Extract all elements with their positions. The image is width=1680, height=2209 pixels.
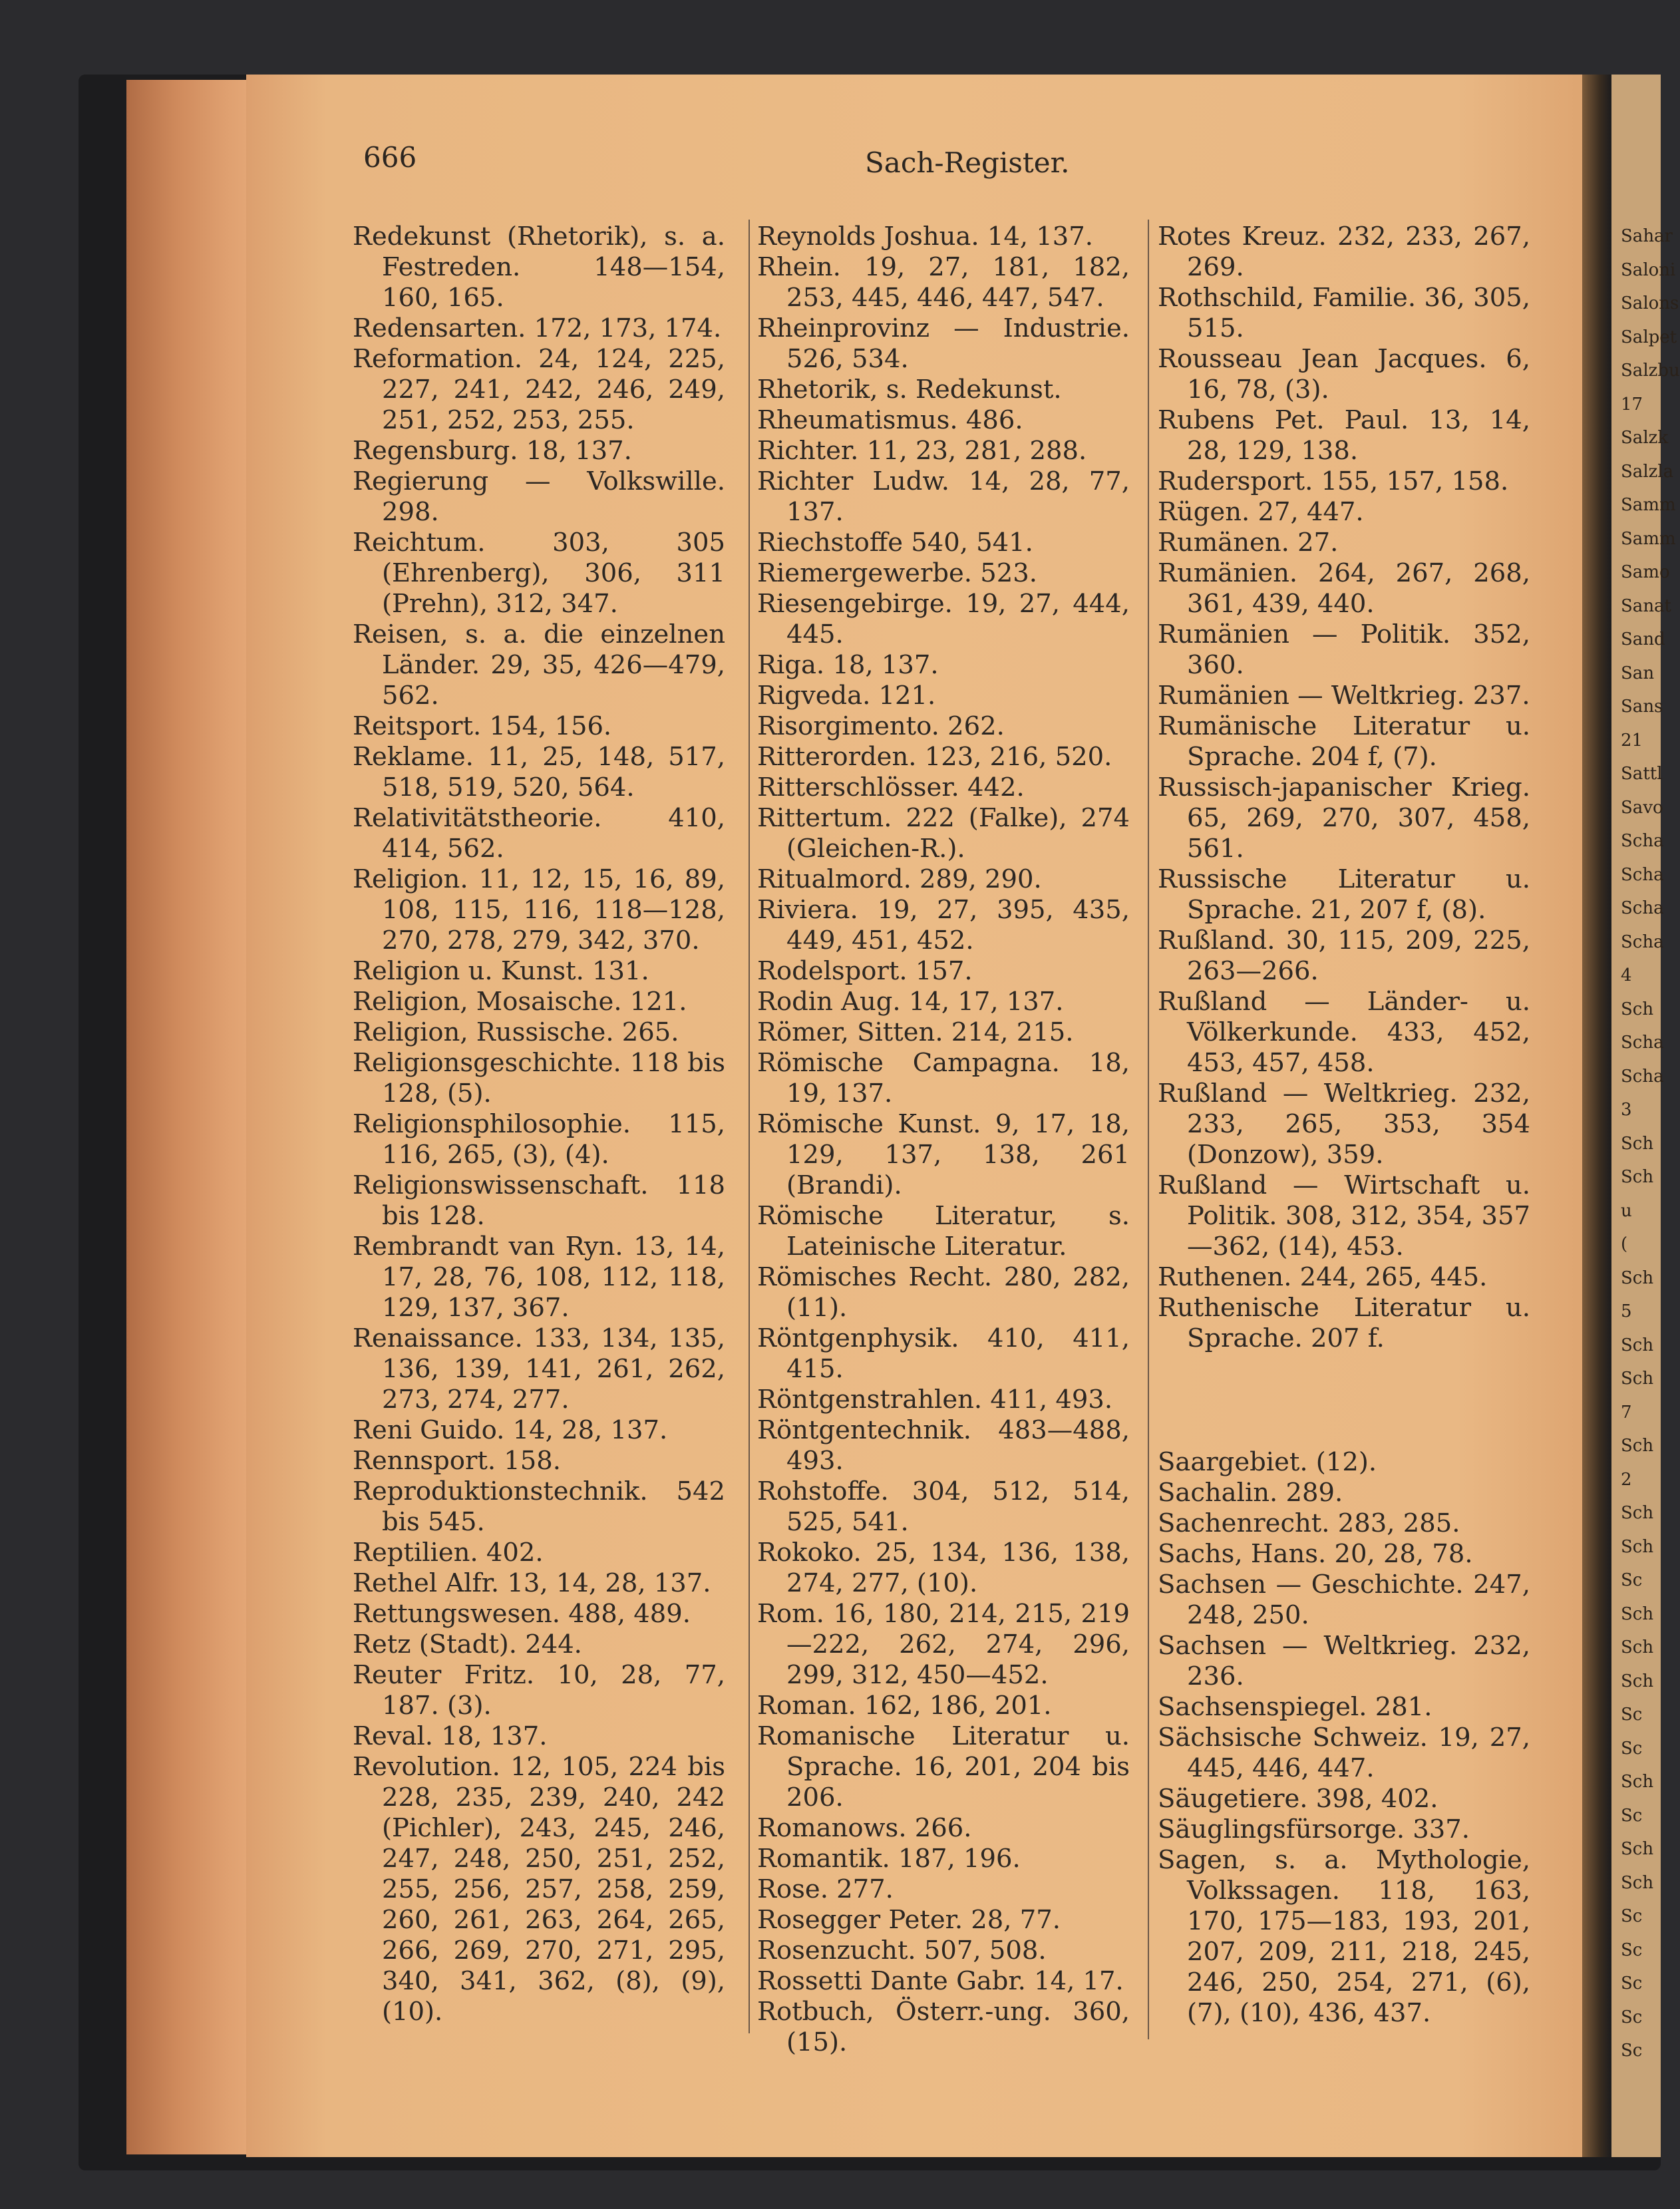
index-entry: Religion u. Kunst. 131. bbox=[353, 956, 649, 986]
index-entry: Röntgenphysik. 410, 411, 415. bbox=[757, 1323, 1130, 1384]
next-page-fragment: Samm bbox=[1621, 495, 1676, 515]
index-entry: Regierung — Volkswille. 298. bbox=[353, 466, 725, 527]
index-entry: Romantik. 187, 196. bbox=[757, 1844, 1021, 1874]
index-entry: Reynolds Joshua. 14, 137. bbox=[757, 222, 1094, 252]
index-entry: Rittertum. 222 (Falke), 274 (Gleichen-R.). bbox=[757, 803, 1130, 864]
index-entry: Säuglingsfürsorge. 337. bbox=[1158, 1814, 1470, 1844]
index-entry: Sachsen — Geschichte. 247, 248, 250. bbox=[1158, 1570, 1530, 1630]
index-entry: Rennsport. 158. bbox=[353, 1446, 562, 1476]
index-column-2 bbox=[757, 222, 1130, 2058]
index-entry: Sachs, Hans. 20, 28, 78. bbox=[1158, 1539, 1473, 1569]
letter-gap bbox=[1158, 1354, 1530, 1447]
index-entry: Röntgenstrahlen. 411, 493. bbox=[757, 1385, 1113, 1415]
running-title: Sach-Register. bbox=[865, 146, 1070, 179]
index-entry: Reni Guido. 14, 28, 137. bbox=[353, 1415, 668, 1445]
index-entry: Rumänische Literatur u. Sprache. 204 f, (7). bbox=[1158, 711, 1530, 772]
column-divider bbox=[1148, 220, 1149, 2039]
next-page-fragment: Sch bbox=[1621, 1671, 1654, 1691]
next-page-fragment: Sch bbox=[1621, 1604, 1654, 1624]
index-entry: Rokoko. 25, 134, 136, 138, 274, 277, (10). bbox=[757, 1538, 1130, 1598]
index-entry: Reichtum. 303, 305 (Ehrenberg), 306, 311 (Prehn), 312, 347. bbox=[353, 528, 725, 619]
index-entry: Rothschild, Familie. 36, 305, 515. bbox=[1158, 283, 1530, 343]
index-entry: Ruthenische Literatur u. Sprache. 207 f. bbox=[1158, 1293, 1530, 1353]
next-page-fragment: ( bbox=[1621, 1234, 1628, 1254]
index-entry: Rügen. 27, 447. bbox=[1158, 497, 1364, 527]
index-entry: Religion, Russische. 265. bbox=[353, 1017, 679, 1047]
index-entry: Säugetiere. 398, 402. bbox=[1158, 1784, 1438, 1814]
index-entry: Roman. 162, 186, 201. bbox=[757, 1691, 1052, 1721]
index-entry: Riesengebirge. 19, 27, 444, 445. bbox=[757, 589, 1130, 649]
next-page-fragment: Sahar bbox=[1621, 226, 1673, 246]
next-page-fragment: Sc bbox=[1621, 2007, 1643, 2027]
next-page-fragment: Sans bbox=[1621, 697, 1663, 717]
next-page-fragment: Sch bbox=[1621, 1268, 1654, 1288]
index-entry: Sachsenspiegel. 281. bbox=[1158, 1692, 1432, 1722]
next-page-fragment: 4 bbox=[1621, 965, 1632, 985]
index-entry: Reptilien. 402. bbox=[353, 1538, 544, 1568]
page-header bbox=[0, 141, 1661, 181]
index-entry: Rußland. 30, 115, 209, 225, 263—266. bbox=[1158, 926, 1530, 986]
next-page-fragment: Scha bbox=[1621, 864, 1664, 885]
index-entry: Rom. 16, 180, 214, 215, 219—222, 262, 274, 296, 299, 312, 450—452. bbox=[757, 1599, 1130, 1690]
index-entry: Rußland — Weltkrieg. 232, 233, 265, 353, 354 (Donzow), 359. bbox=[1158, 1079, 1530, 1170]
next-page-fragment: Scha bbox=[1621, 1066, 1664, 1087]
next-page-fragment: Sch bbox=[1621, 1772, 1654, 1792]
next-page-fragment: Savo bbox=[1621, 797, 1663, 818]
index-entry: Richter Ludw. 14, 28, 77, 137. bbox=[757, 466, 1130, 527]
index-entry: Rodelsport. 157. bbox=[757, 956, 973, 986]
index-entry: Rethel Alfr. 13, 14, 28, 137. bbox=[353, 1568, 711, 1598]
next-page-strip bbox=[1611, 75, 1680, 2157]
index-entry: Risorgimento. 262. bbox=[757, 711, 1005, 741]
next-page-fragment: San bbox=[1621, 663, 1655, 683]
index-entry: Röntgentechnik. 483—488, 493. bbox=[757, 1415, 1130, 1476]
index-entry: Sächsische Schweiz. 19, 27, 445, 446, 447. bbox=[1158, 1723, 1530, 1783]
next-page-fragment: Sch bbox=[1621, 1335, 1654, 1355]
index-entry: Rumänien. 264, 267, 268, 361, 439, 440. bbox=[1158, 558, 1530, 619]
next-page-fragment: Salzk bbox=[1621, 428, 1669, 448]
index-entry: Rumänien — Weltkrieg. 237. bbox=[1158, 681, 1530, 711]
next-page-fragment: Sc bbox=[1621, 2041, 1643, 2061]
next-page-fragment: Saloni bbox=[1621, 259, 1676, 280]
index-entry: Reformation. 24, 124, 225, 227, 241, 242, 246, 249, 251, 252, 253, 255. bbox=[353, 344, 725, 435]
index-entry: Religion, Mosaische. 121. bbox=[353, 987, 687, 1017]
next-page-fragment: Sc bbox=[1621, 1973, 1643, 1993]
index-entry: Römische Campagna. 18, 19, 137. bbox=[757, 1048, 1130, 1108]
next-page-fragment: Scha bbox=[1621, 932, 1664, 952]
index-entry: Rhein. 19, 27, 181, 182, 253, 445, 446, 447, 547. bbox=[757, 252, 1130, 313]
index-column-1 bbox=[353, 222, 725, 2027]
next-page-fragment: Sand bbox=[1621, 629, 1665, 649]
index-entry: Riga. 18, 137. bbox=[757, 650, 939, 680]
index-entry: Reproduktionstechnik. 542 bis 545. bbox=[353, 1476, 725, 1537]
next-page-fragment: Scha bbox=[1621, 831, 1664, 851]
index-entry: Rheinprovinz — Industrie. 526, 534. bbox=[757, 313, 1130, 374]
index-entry: Riviera. 19, 27, 395, 435, 449, 451, 452. bbox=[757, 895, 1130, 955]
index-entry: Ritterorden. 123, 216, 520. bbox=[757, 742, 1112, 772]
next-page-fragment: Sattl bbox=[1621, 764, 1663, 784]
next-page-fragment: Sc bbox=[1621, 1570, 1643, 1590]
index-entry: Rußland — Länder- u. Völkerkunde. 433, 452, 453, 457, 458. bbox=[1158, 987, 1530, 1078]
index-entry: Richter. 11, 23, 281, 288. bbox=[757, 436, 1087, 466]
index-entry: Römische Kunst. 9, 17, 18, 129, 137, 138, 261 (Brandi). bbox=[757, 1109, 1130, 1200]
next-page-fragment: Sch bbox=[1621, 1167, 1654, 1187]
next-page-fragment: Sc bbox=[1621, 1906, 1643, 1926]
index-entry: Riemergewerbe. 523. bbox=[757, 558, 1037, 588]
index-entry: Ruthenen. 244, 265, 445. bbox=[1158, 1262, 1488, 1292]
index-entry: Rumänen. 27. bbox=[1158, 528, 1339, 558]
next-page-fragment: 5 bbox=[1621, 1301, 1632, 1321]
next-page-fragment: Salons bbox=[1621, 293, 1679, 313]
next-page-fragment: Salzbu bbox=[1621, 361, 1680, 381]
next-page-fragment: Sch bbox=[1621, 1503, 1654, 1523]
index-entry: Redekunst (Rhetorik), s. a. Festreden. 148—154, 160, 165. bbox=[353, 222, 725, 313]
next-page-fragment: Sch bbox=[1621, 1872, 1654, 1893]
index-entry: Rudersport. 155, 157, 158. bbox=[1158, 466, 1509, 496]
index-entry: Rubens Pet. Paul. 13, 14, 28, 129, 138. bbox=[1158, 405, 1530, 466]
index-entry: Römische Literatur, s. Lateinische Literatur. bbox=[757, 1201, 1130, 1262]
next-page-fragment: Sc bbox=[1621, 1738, 1643, 1759]
index-entry: Rumänien — Politik. 352, 360. bbox=[1158, 619, 1530, 680]
index-entry: Saargebiet. (12). bbox=[1158, 1447, 1377, 1477]
index-entry: Römisches Recht. 280, 282, (11). bbox=[757, 1262, 1130, 1323]
next-page-fragment: Scha bbox=[1621, 1033, 1664, 1053]
index-entry: Rousseau Jean Jacques. 6, 16, 78, (3). bbox=[1158, 344, 1530, 405]
index-entry: Reuter Fritz. 10, 28, 77, 187. (3). bbox=[353, 1660, 725, 1721]
index-entry: Redensarten. 172, 173, 174. bbox=[353, 313, 722, 343]
index-entry: Romanische Literatur u. Sprache. 16, 201, 204 bis 206. bbox=[757, 1721, 1130, 1812]
index-entry: Sagen, s. a. Mythologie, Volkssagen. 118, 163, 170, 175—183, 193, 201, 207, 209, 211, 218, 245, 246, 250, 254, 271, (6), (7), (10), 436, 437. bbox=[1158, 1845, 1530, 2028]
index-entry: Relativitätstheorie. 410, 414, 562. bbox=[353, 803, 725, 864]
next-page-fragment: Sch bbox=[1621, 1839, 1654, 1859]
index-entry: Russisch-japanischer Krieg. 65, 269, 270, 307, 458, 561. bbox=[1158, 772, 1530, 864]
column-divider bbox=[749, 220, 750, 2033]
next-page-fragment: Sch bbox=[1621, 1369, 1654, 1389]
index-entry: Rußland — Wirtschaft u. Politik. 308, 312, 354, 357—362, (14), 453. bbox=[1158, 1170, 1530, 1262]
index-entry: Rohstoffe. 304, 512, 514, 525, 541. bbox=[757, 1476, 1130, 1537]
index-entry: Rosegger Peter. 28, 77. bbox=[757, 1905, 1061, 1935]
index-entry: Rose. 277. bbox=[757, 1874, 894, 1904]
index-column-3 bbox=[1158, 222, 1530, 2029]
index-entry: Reitsport. 154, 156. bbox=[353, 711, 612, 741]
book-gutter bbox=[1582, 75, 1611, 2157]
index-entry: Sachsen — Weltkrieg. 232, 236. bbox=[1158, 1631, 1530, 1691]
next-page-fragment: Sch bbox=[1621, 1536, 1654, 1557]
index-entry: Riechstoffe 540, 541. bbox=[757, 528, 1033, 558]
next-page-fragment: Sch bbox=[1621, 1637, 1654, 1657]
index-entry: Romanows. 266. bbox=[757, 1813, 972, 1843]
index-entry: Rotes Kreuz. 232, 233, 267, 269. bbox=[1158, 222, 1530, 282]
next-page-fragment: 7 bbox=[1621, 1402, 1632, 1423]
next-page-fragment: Sch bbox=[1621, 999, 1654, 1019]
index-entry: Retz (Stadt). 244. bbox=[353, 1629, 582, 1659]
index-entry: Sachalin. 289. bbox=[1158, 1478, 1343, 1508]
index-entry: Russische Literatur u. Sprache. 21, 207 f, (8). bbox=[1158, 864, 1530, 925]
index-entry: Reklame. 11, 25, 148, 517, 518, 519, 520, 564. bbox=[353, 742, 725, 802]
index-entry: Rheumatismus. 486. bbox=[757, 405, 1023, 435]
index-entry: Römer, Sitten. 214, 215. bbox=[757, 1017, 1074, 1047]
index-entry: Ritterschlösser. 442. bbox=[757, 772, 1025, 802]
index-entry: Revolution. 12, 105, 224 bis 228, 235, 239, 240, 242 (Pichler), 243, 245, 246, 247, 248, 250, 251, 252, 255, 256, 257, 258, 259, 260, 261, 263, 264, 265, 266, 269, 270, 271, 295, 340, 341, 362, (8), (9), (10). bbox=[353, 1752, 725, 2027]
next-page-fragment: Sch bbox=[1621, 1133, 1654, 1154]
index-entry: Rembrandt van Ryn. 13, 14, 17, 28, 76, 108, 112, 118, 129, 137, 367. bbox=[353, 1232, 725, 1323]
index-entry: Rotbuch, Österr.-ung. 360, (15). bbox=[757, 1997, 1130, 2057]
index-entry: Rettungswesen. 488, 489. bbox=[353, 1599, 691, 1629]
next-page-fragment: 21 bbox=[1621, 730, 1643, 751]
index-entry: Ritualmord. 289, 290. bbox=[757, 864, 1042, 894]
next-page-fragment: Sc bbox=[1621, 1705, 1643, 1725]
index-entry: Religionswissenschaft. 118 bis 128. bbox=[353, 1170, 725, 1231]
next-page-fragment: Scha bbox=[1621, 898, 1664, 918]
index-entry: Sachenrecht. 283, 285. bbox=[1158, 1508, 1460, 1538]
next-page-fragment: Salpet bbox=[1621, 327, 1677, 347]
next-page-fragment: 2 bbox=[1621, 1469, 1632, 1490]
next-page-fragment: Samm bbox=[1621, 528, 1676, 549]
next-page-fragment: 17 bbox=[1621, 394, 1643, 415]
next-page-fragment: Sc bbox=[1621, 1805, 1643, 1826]
index-entry: Rosenzucht. 507, 508. bbox=[757, 1936, 1047, 1965]
index-entry: Rodin Aug. 14, 17, 137. bbox=[757, 987, 1064, 1017]
index-entry: Reisen, s. a. die einzelnen Länder. 29, 35, 426—479, 562. bbox=[353, 619, 725, 711]
index-entry: Regensburg. 18, 137. bbox=[353, 436, 632, 466]
index-entry: Rigveda. 121. bbox=[757, 681, 936, 711]
next-page-fragment: Sc bbox=[1621, 1940, 1643, 1960]
index-entry: Reval. 18, 137. bbox=[353, 1721, 548, 1751]
index-entry: Renaissance. 133, 134, 135, 136, 139, 141, 261, 262, 273, 274, 277. bbox=[353, 1323, 725, 1415]
next-page-fragment: u bbox=[1621, 1200, 1632, 1221]
next-page-fragment: Sch bbox=[1621, 1436, 1654, 1456]
page-number: 666 bbox=[363, 141, 417, 174]
index-entry: Religion. 11, 12, 15, 16, 89, 108, 115, 116, 118—128, 270, 278, 279, 342, 370. bbox=[353, 864, 725, 955]
next-page-fragment: Sanat bbox=[1621, 595, 1672, 616]
index-entry: Rhetorik, s. Redekunst. bbox=[757, 375, 1062, 405]
index-entry: Religionsgeschichte. 118 bis 128, (5). bbox=[353, 1048, 725, 1108]
index-entry: Religionsphilosophie. 115, 116, 265, (3), (4). bbox=[353, 1109, 725, 1170]
next-page-fragment: 3 bbox=[1621, 1100, 1632, 1120]
next-page-fragment: Salzla bbox=[1621, 461, 1674, 482]
index-entry: Rossetti Dante Gabr. 14, 17. bbox=[757, 1966, 1124, 1996]
next-page-fragment: Samo bbox=[1621, 562, 1670, 582]
